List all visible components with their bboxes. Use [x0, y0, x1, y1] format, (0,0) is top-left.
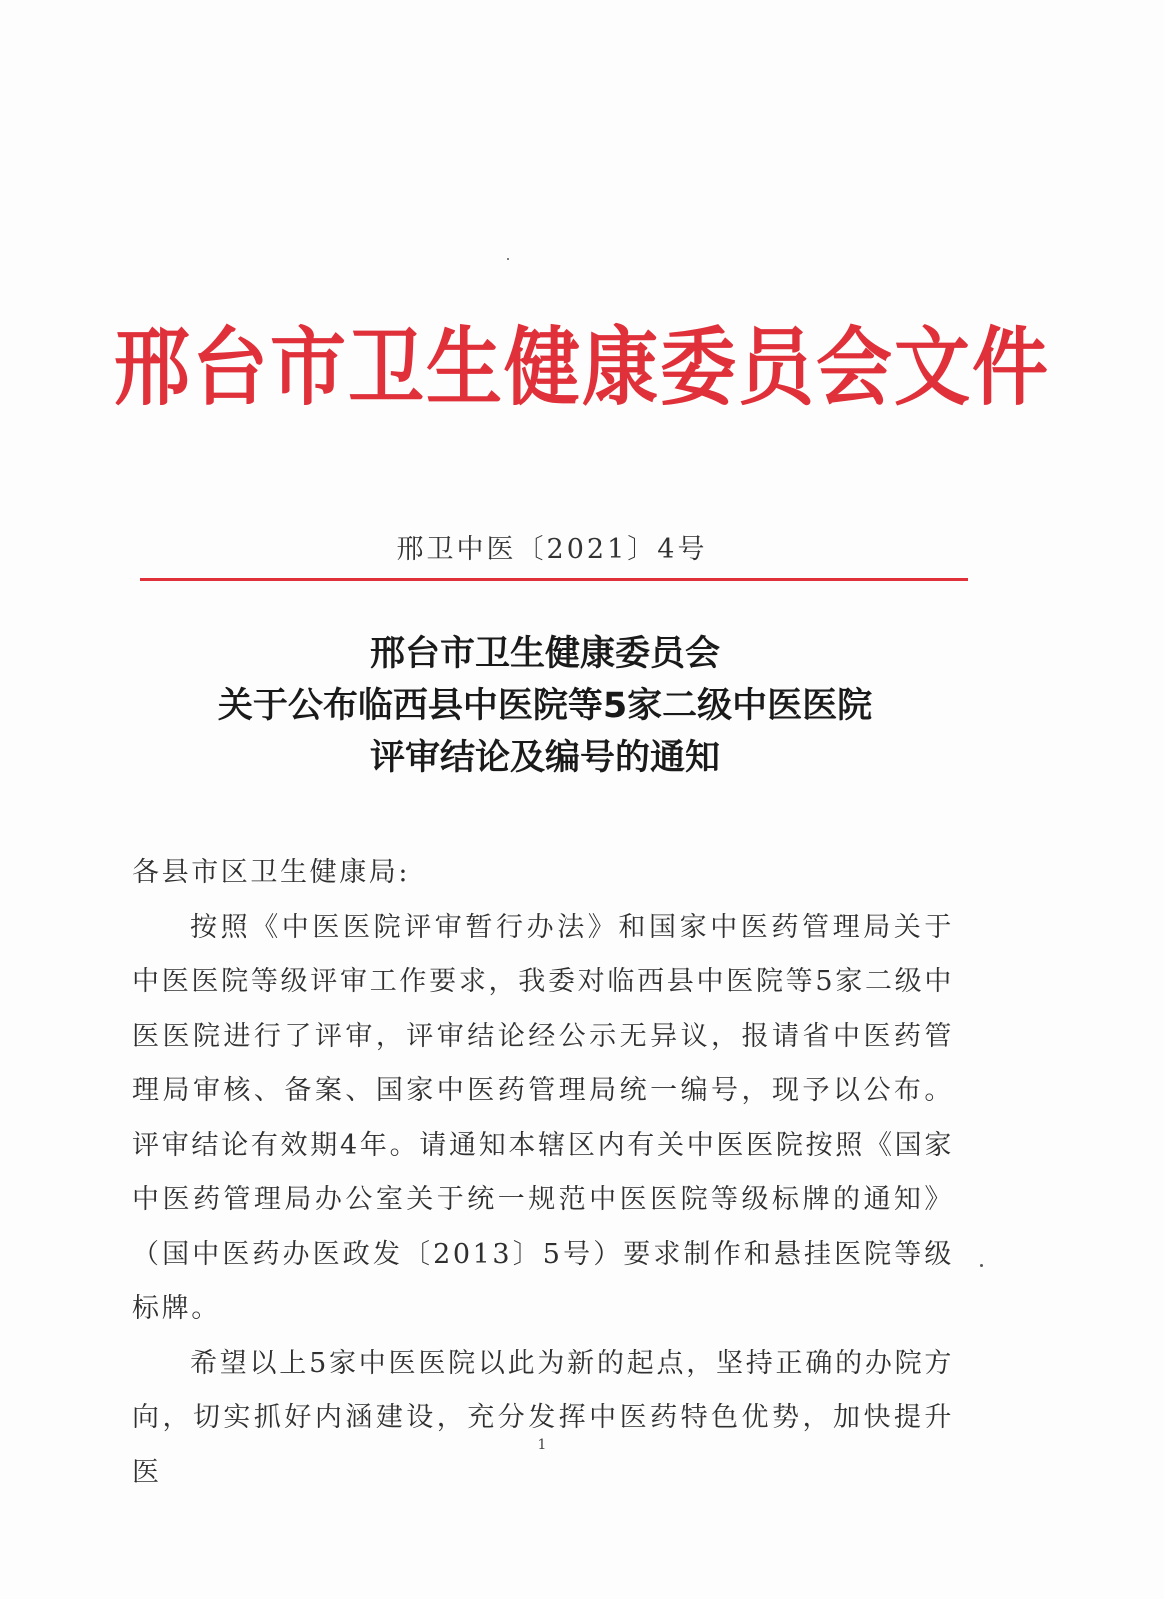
- page-number: 1: [537, 1437, 547, 1453]
- notice-title-line-2: 关于公布临西县中医院等5家二级中医医院: [217, 686, 873, 726]
- scan-speck: [507, 258, 509, 260]
- document-number: 邢卫中医〔2021〕4号: [396, 534, 708, 565]
- notice-title: [0, 628, 1090, 784]
- body-paragraph-2: 希望以上5家中医医院以此为新的起点，坚持正确的办院方向，切实抓好内涵建设，充分发挥中医药特色优势，加快提升医: [132, 1347, 954, 1488]
- notice-title-line-3: 评审结论及编号的通知: [369, 738, 720, 778]
- red-divider-line: [140, 578, 968, 581]
- body-paragraph-1: 按照《中医医院评审暂行办法》和国家中医药管理局关于中医医院等级评审工作要求，我委对临西县中医院等5家二级中医医院进行了评审，评审结论经公示无异议，报请省中医药管理局审核、备案、国家中医药管理局统一编号，现予以公布。评审结论有效期4年。请通知本辖区内有关中医医院按照《国家中医药管理局办公室关于统一规范中医医院等级标牌的通知》（国中医药办医政发〔2013〕5号）要求制作和悬挂医院等级标牌。: [132, 911, 954, 1324]
- scan-speck: [980, 1264, 983, 1267]
- notice-title-line-1: 邢台市卫生健康委员会: [369, 634, 720, 674]
- salutation: 各县市区卫生健康局:: [132, 857, 411, 888]
- masthead-title: 邢台市卫生健康委员会文件: [114, 317, 1050, 418]
- notice-body: [132, 846, 954, 1500]
